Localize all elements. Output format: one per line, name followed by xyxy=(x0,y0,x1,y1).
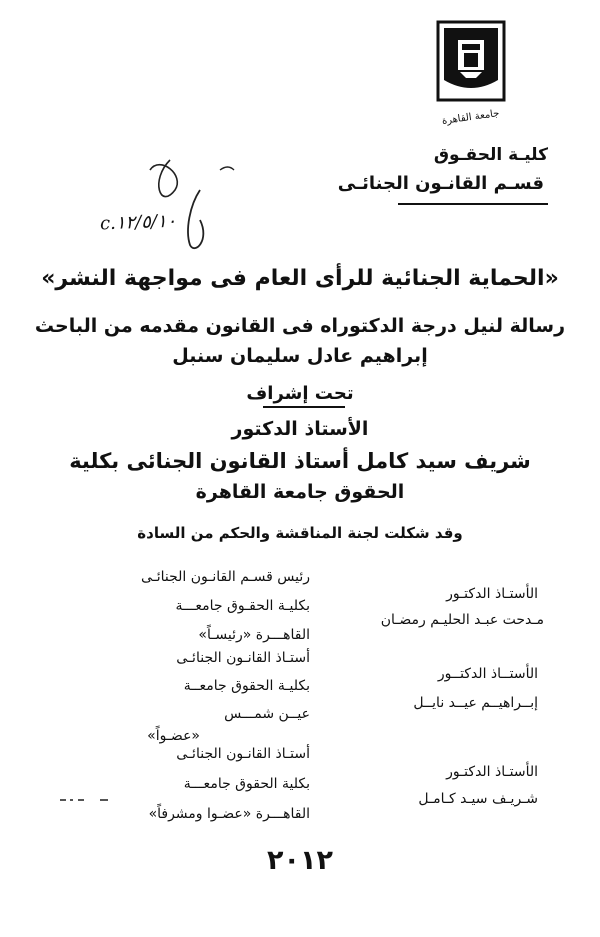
handwritten-signature xyxy=(90,150,280,260)
handwritten-date: c.١٢/٥/١٠ xyxy=(99,210,177,235)
member-3-title: الأستـاذ الدكتـور xyxy=(446,764,538,780)
supervision-underline xyxy=(263,406,345,408)
member-2-desc-3: عيــن شمـــس xyxy=(224,706,310,722)
member-1-name: مـدحت عبـد الحليـم رمضـان xyxy=(380,612,544,628)
committee-heading: وقد شكلت لجنة المناقشة والحكم من السادة xyxy=(137,524,463,542)
supervisor-title: الأستاذ الدكتور xyxy=(231,418,369,440)
thesis-description: رسالة لنيل درجة الدكتوراه فى القانون مقدمه من الباحث xyxy=(34,315,566,337)
member-2-name: إبــراهيــم عيــد نايــل xyxy=(413,695,538,711)
department-name: قسـم القانـون الجنائـى xyxy=(337,173,544,194)
cairo-university-logo xyxy=(436,20,506,138)
year: ٢٠١٢ xyxy=(267,845,333,876)
faculty-name: كليـة الحقـوق xyxy=(433,145,548,165)
member-1-desc-1: رئيس قسـم القانـون الجنائـى xyxy=(140,569,310,585)
member-3-name: شـريـف سيـد كـامـل xyxy=(418,791,538,807)
member-1-title: الأستـاذ الدكتـور xyxy=(446,586,538,602)
member-1-desc-3: القاهـــرة «رئيسـاً» xyxy=(198,627,310,643)
supervision-heading: تحت إشراف xyxy=(246,383,354,404)
member-2-desc-2: بكليـة الحقوق جامعــة xyxy=(183,678,310,694)
department-underline xyxy=(398,203,548,205)
thesis-title: «الحماية الجنائية للرأى العام فى مواجهة النشر» xyxy=(41,266,559,291)
researcher-name: إبراهيم عادل سليمان سنبل xyxy=(172,345,428,367)
member-2-desc-4: «عضـواً» xyxy=(147,728,200,744)
supervisor-line-2: الحقوق جامعة القاهرة xyxy=(195,481,405,503)
member-1-desc-2: بكليـة الحقـوق جامعـــة xyxy=(175,598,310,614)
member-3-desc-2: بكلية الحقوق جامعـــة xyxy=(183,776,310,792)
scan-speck-marks xyxy=(60,796,120,804)
member-2-title: الأستــاذ الدكتــور xyxy=(437,666,538,682)
member-2-desc-1: أستـاذ القانـون الجنائـى xyxy=(176,650,310,666)
member-3-desc-1: أستـاذ القانـون الجنائـى xyxy=(176,746,310,762)
svg-text:جامعة القاهرة: جامعة القاهرة xyxy=(441,108,501,128)
supervisor-line-1: شريف سيد كامل أستاذ القانون الجنائى بكلية xyxy=(69,449,531,473)
member-3-desc-3: القاهـــرة «عضـوا ومشرفاً» xyxy=(148,806,310,822)
